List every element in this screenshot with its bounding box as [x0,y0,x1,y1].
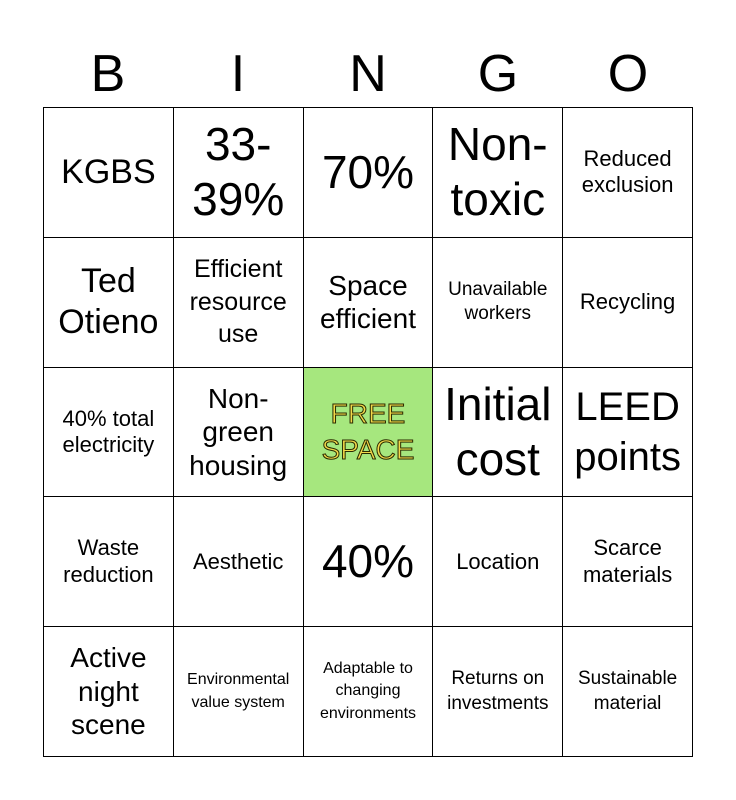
bingo-cell[interactable] [433,108,563,238]
bingo-cell-label: 33-39% [192,118,285,226]
bingo-cell[interactable] [44,238,174,368]
bingo-cell-label: 70% [321,145,415,198]
header-letter-i: I [230,45,246,103]
free-space-cell[interactable] [304,368,434,498]
bingo-cell[interactable] [174,497,304,627]
bingo-cell-label: Recycling [579,289,676,314]
bingo-cell[interactable] [563,238,693,368]
bingo-cell-label: LEED points [574,384,681,479]
bingo-cell-label: Ted Otieno [58,262,159,342]
bingo-cell-label: Waste reduction [63,535,154,587]
bingo-cell[interactable] [563,368,693,498]
bingo-cell[interactable] [304,627,434,757]
bingo-cell[interactable] [174,108,304,238]
bingo-cell[interactable] [44,108,174,238]
bingo-cell[interactable] [44,497,174,627]
free-space-label: FREE SPACE [321,397,415,465]
header-letter-n: N [349,45,387,103]
header-letter-g: G [477,45,519,103]
bingo-header [43,44,693,104]
bingo-cell-label: Location [456,548,540,574]
header-letter-o: O [607,45,649,103]
bingo-cell-label: Environmental value system [187,671,290,711]
bingo-cell-label: 40% total electricity [62,405,155,457]
bingo-cell-label: Non-green housing [189,382,288,481]
bingo-cell[interactable] [433,497,563,627]
bingo-cell-label: Active night scene [70,642,147,741]
bingo-cell[interactable] [174,238,304,368]
bingo-cell-label: Scarce materials [582,535,673,587]
bingo-cell-label: Initial cost [444,377,552,485]
bingo-cell-label: Efficient resource use [189,255,287,349]
bingo-cell-label: Returns on investments [447,667,549,714]
bingo-cell[interactable] [563,627,693,757]
bingo-cell[interactable] [304,108,434,238]
bingo-cell-label: KGBS [61,153,156,191]
bingo-grid [43,107,693,757]
bingo-cell[interactable] [304,497,434,627]
bingo-cell-label: Sustainable material [577,667,678,714]
bingo-cell[interactable] [304,238,434,368]
bingo-cell[interactable] [174,368,304,498]
bingo-cell-label: Adaptable to changing environments [319,660,417,722]
bingo-cell[interactable] [433,627,563,757]
bingo-cell-label: Reduced exclusion [581,146,674,198]
header-letter-b: B [90,45,126,103]
bingo-cell[interactable] [44,627,174,757]
bingo-cell[interactable] [174,627,304,757]
bingo-cell[interactable] [563,108,693,238]
bingo-cell-label: Space efficient [319,269,416,335]
bingo-cell-label: 40% [321,535,415,588]
bingo-cell[interactable] [563,497,693,627]
bingo-cell[interactable] [44,368,174,498]
bingo-cell-label: Unavailable workers [448,278,548,325]
bingo-cell[interactable] [433,368,563,498]
bingo-cell-label: Non-toxic [447,118,548,226]
bingo-cell-label: Aesthetic [192,548,284,574]
bingo-cell[interactable] [433,238,563,368]
